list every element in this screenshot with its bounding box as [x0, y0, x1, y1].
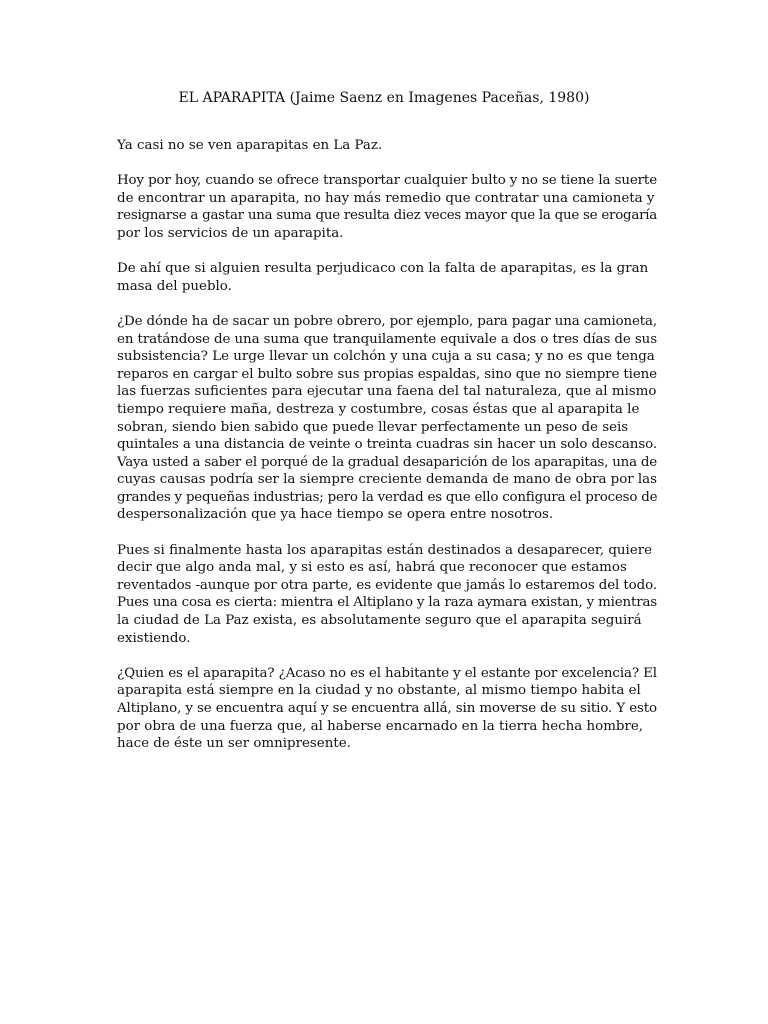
paragraph: [117, 137, 657, 155]
paragraph-line: hace de éste un ser omnipresente.: [117, 736, 351, 752]
paragraph-line: existiendo.: [117, 630, 191, 646]
paragraph-line: Ya casi no se ven aparapitas en La Paz.: [117, 138, 383, 153]
paragraph-line: Vaya usted a saber el porqué de la gradual desaparición de los aparapitas, una de: [117, 454, 657, 470]
paragraph-line: Altiplano, y se encuentra aquí y se encuentra allá, sin moverse de su sitio. Y esto: [117, 701, 657, 716]
paragraph-line: Pues una cosa es cierta: mientra el Altiplano y la raza aymara existan, y mientras: [117, 595, 657, 611]
paragraph-line: despersonalización que ya hace tiempo se opera entre nosotros.: [117, 507, 554, 523]
paragraph: [117, 542, 657, 648]
paragraph-line: decir que algo anda mal, y si esto es así, habrá que reconocer que estamos: [117, 560, 627, 576]
paragraph-line: ¿Quien es el aparapita? ¿Acaso no es el habitante y el estante por excelencia? El: [117, 665, 657, 681]
paragraph: [117, 665, 657, 753]
paragraph-line: De ahí que si alguien resulta perjudicaco con la falta de aparapitas, es la gran: [117, 261, 649, 277]
paragraph-line: tiempo requiere maña, destreza y costumbre, cosas éstas que al aparapita le: [117, 401, 640, 417]
paragraph-line: las fuerzas suficientes para ejecutar una faena del tal naturaleza, que al mismo: [117, 384, 657, 400]
paragraph-line: en tratándose de una suma que tranquilamente equivale a dos o tres días de sus: [117, 331, 657, 347]
paragraph-line: reventados -aunque por otra parte, es evidente que jamás lo estaremos del todo.: [117, 577, 657, 593]
paragraph-line: sobran, siendo bien sabido que puede llevar perfectamente un peso de seis: [117, 419, 629, 435]
paragraph: [117, 260, 657, 295]
paragraph: [117, 172, 657, 242]
paragraph-line: quintales a una distancia de veinte o treinta cuadras sin hacer un solo descanso.: [117, 437, 657, 453]
paragraph-line: Hoy por hoy, cuando se ofrece transportar cualquier bulto y no se tiene la suerte: [117, 173, 657, 189]
document-body: [117, 137, 657, 770]
paragraph-line: subsistencia? Le urge llevar un colchón y una cuja a su casa; y no es que tenga: [117, 349, 655, 365]
paragraph-line: resignarse a gastar una suma que resulta diez veces mayor que la que se erogaría: [117, 208, 657, 224]
paragraph-line: Pues si finalmente hasta los aparapitas están destinados a desaparecer, quiere: [117, 542, 653, 558]
paragraph: [117, 313, 657, 524]
paragraph-line: cuyas causas podría ser la siempre creciente demanda de mano de obra por las: [117, 472, 657, 488]
paragraph-line: la ciudad de La Paz exista, es absolutamente seguro que el aparapita seguirá: [117, 613, 642, 629]
document-title: EL APARAPITA (Jaime Saenz en Imagenes Paceñas, 1980): [178, 90, 590, 106]
paragraph-line: por obra de una fuerza que, al haberse encarnado en la tierra hecha hombre,: [117, 718, 644, 734]
paragraph-line: aparapita está siempre en la ciudad y no obstante, al mismo tiempo habita el: [117, 683, 641, 699]
paragraph-line: por los servicios de un aparapita.: [117, 225, 344, 241]
paragraph-line: reparos en cargar el bulto sobre sus propias espaldas, sino que no siempre tiene: [117, 366, 657, 382]
paragraph-line: grandes y pequeñas industrias; pero la verdad es que ello configura el proceso de: [117, 489, 658, 505]
paragraph-line: ¿De dónde ha de sacar un pobre obrero, por ejemplo, para pagar una camioneta,: [117, 313, 657, 329]
paragraph-line: de encontrar un aparapita, no hay más remedio que contratar una camioneta y: [117, 190, 655, 206]
paragraph-line: masa del pueblo.: [117, 278, 232, 294]
